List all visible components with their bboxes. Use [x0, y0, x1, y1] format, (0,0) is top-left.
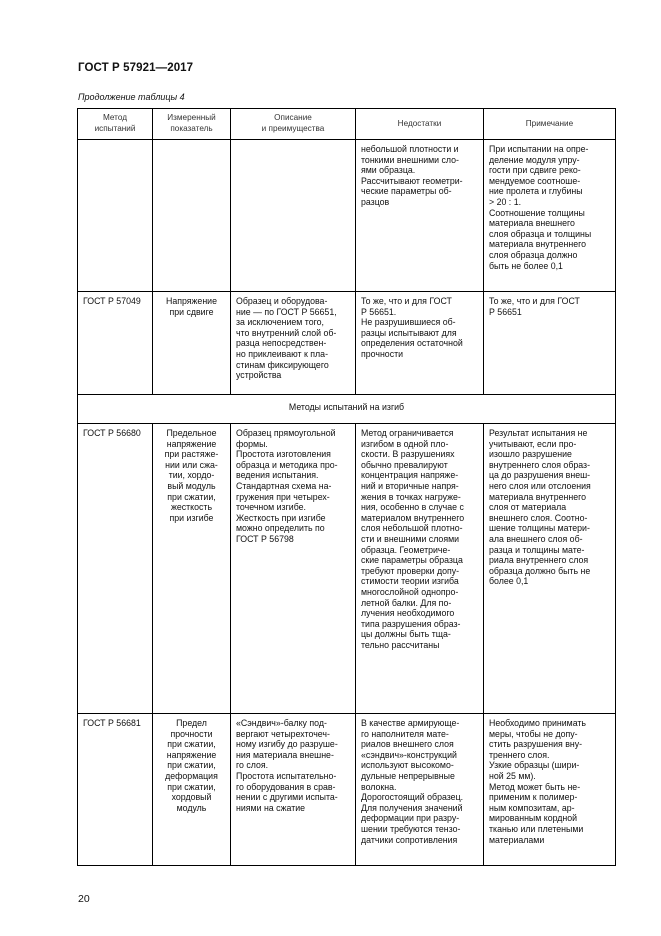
text-line: риала внутреннего слоя: [489, 555, 589, 566]
text-line: Дорогостоящий образец.: [361, 792, 464, 803]
text-line: ца до разрушения внеш-: [489, 470, 591, 481]
text-line: и преимущества: [261, 124, 325, 133]
text-line: формы.: [236, 438, 268, 449]
text-line: материала внешнего: [489, 218, 575, 229]
text-line: го слоя.: [236, 760, 269, 771]
text-line: устройства: [236, 370, 282, 381]
text-line: При испытании на опре-: [489, 144, 589, 154]
text-line: многослойной однопро-: [361, 586, 459, 597]
text-line: него слоя или отслоения: [489, 480, 591, 491]
text-line: показатель: [170, 124, 213, 133]
text-line: Образец прямоугольной: [236, 428, 336, 438]
text-line: Результат испытания не: [489, 428, 588, 438]
text-line: мендуемое соотноше-: [489, 175, 581, 186]
text-line: Р 56651.: [361, 306, 397, 317]
text-line: быть не более 0,1: [489, 260, 563, 271]
methods-table: [77, 108, 616, 866]
text-line: напряжение: [166, 438, 217, 449]
text-line: материалами: [489, 834, 545, 845]
text-line: типа разрушения образ-: [361, 618, 461, 629]
text-line: Недостатки: [397, 118, 442, 128]
text-line: используют высокомо-: [361, 760, 454, 771]
text-line: прочности: [361, 348, 404, 359]
text-line: требуют проверки допу-: [361, 565, 460, 576]
text-line: напряжение: [166, 749, 217, 760]
cell-method: ГОСТ Р 56681: [78, 714, 153, 866]
text-line: ным композитам, ар-: [489, 802, 575, 813]
text-line: Примечание: [525, 118, 574, 128]
text-line: треннего слоя.: [489, 749, 550, 760]
text-line: Рассчитывают геометри-: [361, 175, 463, 186]
text-line: сти и внешними слоями: [361, 533, 460, 544]
text-line: ния, особенно в случае с: [361, 502, 464, 513]
text-line: но приклеивают к пла-: [236, 348, 329, 359]
column-header-disadvantages: [356, 109, 484, 140]
text-line: ному изгибу до разруше-: [236, 739, 338, 750]
text-line: небольшой плотности и: [361, 144, 459, 154]
cell-disadvantages: [356, 140, 484, 292]
cell-note: [484, 424, 616, 714]
text-line: «сэндвич»-конструкций: [361, 749, 457, 760]
cell-method: [78, 140, 153, 292]
text-line: разца непосредствен-: [236, 338, 327, 349]
text-line: Стандартная схема на-: [236, 480, 332, 491]
text-line: То же, что и для ГОСТ: [361, 296, 452, 306]
text-line: нии или сжа-: [165, 459, 218, 470]
text-line: изгибом в одной пло-: [361, 438, 449, 449]
text-line: испытаний: [94, 124, 136, 133]
text-line: разца и толщины мате-: [489, 544, 585, 555]
text-line: образца. Геометриче-: [361, 544, 451, 555]
text-line: стить разрушения вну-: [489, 739, 583, 750]
text-line: что внутренний слой об-: [236, 327, 337, 338]
text-line: шении требуются тензо-: [361, 823, 461, 834]
text-line: внешнего слоя. Соотно-: [489, 512, 588, 523]
text-line: вергают четырехточеч-: [236, 728, 330, 739]
text-line: гружения при четырех-: [236, 491, 330, 502]
text-line: деление модуля упру-: [489, 154, 580, 165]
text-line: образца и методика про-: [236, 459, 338, 470]
cell-description: [231, 140, 356, 292]
text-line: шение толщины матери-: [489, 523, 590, 534]
text-line: тканью или плетеными: [489, 823, 584, 834]
text-line: слоя образца должно: [489, 249, 578, 260]
text-line: > 20 : 1.: [489, 196, 522, 207]
text-line: модуль: [176, 802, 207, 813]
text-line: Измеренный: [167, 113, 216, 123]
cell-note: [484, 140, 616, 292]
text-line: слоя от материала: [489, 502, 567, 513]
column-header-measure: [153, 109, 231, 140]
text-line: точечном изгибе.: [236, 502, 306, 513]
text-line: применим к полимер-: [489, 792, 578, 803]
text-line: Напряжение: [165, 296, 217, 306]
text-line: Необходимо принимать: [489, 718, 587, 728]
text-line: разцы испытывают для: [361, 327, 457, 338]
table-row: [78, 292, 616, 395]
text-line: образца должно быть не: [489, 565, 591, 576]
text-line: тии, хордо-: [168, 470, 215, 481]
text-line: Метод: [102, 113, 127, 123]
cell-disadvantages: [356, 292, 484, 395]
text-line: учитывают, если про-: [489, 438, 577, 449]
text-line: при сжатии,: [167, 491, 216, 502]
cell-method: ГОСТ Р 57049: [78, 292, 153, 395]
text-line: Метод может быть не-: [489, 781, 581, 792]
text-line: Простота изготовления: [236, 449, 331, 460]
text-line: прочности: [170, 728, 213, 739]
text-line: ГОСТ Р 56798: [236, 533, 294, 544]
text-line: изошло разрушение: [489, 449, 572, 460]
table-header-row: [78, 109, 616, 140]
text-line: гости при сдвиге реко-: [489, 165, 581, 176]
column-header-method: [78, 109, 153, 140]
text-line: Для получения значений: [361, 802, 463, 813]
text-line: скости. В разрушениях: [361, 449, 455, 460]
section-title: Методы испытаний на изгиб: [78, 395, 616, 424]
text-line: тонкими внешними сло-: [361, 154, 459, 165]
text-line: ские параметры образца: [361, 555, 463, 566]
cell-description: [231, 424, 356, 714]
text-line: жения в точках нагруже-: [361, 491, 461, 502]
text-line: ний и вторичные напря-: [361, 480, 459, 491]
section-row: [78, 395, 616, 424]
text-line: стимости теории изгиба: [361, 576, 459, 587]
cell-description: [231, 292, 356, 395]
text-line: концентрация напряже-: [361, 470, 459, 481]
text-line: То же, что и для ГОСТ: [489, 296, 580, 306]
text-line: лучения необходимого: [361, 608, 455, 619]
text-line: при сжатии,: [167, 739, 216, 750]
text-line: слоя образца и толщины: [489, 228, 592, 239]
text-line: ние — по ГОСТ Р 56651,: [236, 306, 337, 317]
text-line: го оборудования в срав-: [236, 781, 336, 792]
text-line: меры, чтобы не допу-: [489, 728, 578, 739]
cell-description: [231, 714, 356, 866]
text-line: при сдвиге: [169, 306, 214, 317]
text-line: Соотношение толщины: [489, 207, 585, 218]
text-line: ведения испытания.: [236, 470, 319, 481]
text-line: разцов: [361, 196, 390, 207]
text-line: Предельное: [166, 428, 217, 438]
cell-method: ГОСТ Р 56680: [78, 424, 153, 714]
cell-measure: [153, 292, 231, 395]
text-line: ние пролета и глубины: [489, 186, 583, 197]
text-line: «Сэндвич»-балку под-: [236, 718, 327, 728]
text-line: более 0,1: [489, 576, 529, 587]
text-line: можно определить по: [236, 523, 325, 534]
text-line: Метод ограничивается: [361, 428, 454, 438]
text-line: нении с другими испыта-: [236, 792, 338, 803]
table-caption: Продолжение таблицы 4: [78, 92, 185, 102]
text-line: при растяже-: [164, 449, 219, 460]
text-line: В качестве армирующе-: [361, 718, 460, 728]
text-line: Жесткость при изгибе: [236, 512, 326, 523]
text-line: Простота испытательно-: [236, 770, 337, 781]
column-header-note: [484, 109, 616, 140]
text-line: ниями на сжатие: [236, 802, 306, 813]
text-line: ала внешнего слоя об-: [489, 533, 583, 544]
text-line: ческие параметры об-: [361, 186, 452, 197]
cell-measure: [153, 424, 231, 714]
cell-measure: [153, 714, 231, 866]
text-line: риалов внешнего слоя: [361, 739, 454, 750]
text-line: определения остаточной: [361, 338, 463, 349]
text-line: волокна.: [361, 781, 397, 792]
text-line: ями образца.: [361, 165, 416, 176]
text-line: материала внутреннего: [489, 491, 586, 502]
text-line: слоя небольшой плотно-: [361, 523, 463, 534]
text-line: ния материала внешне-: [236, 749, 334, 760]
table-row: [78, 424, 616, 714]
text-line: ной 25 мм).: [489, 770, 536, 781]
text-line: материала внутреннего: [489, 239, 586, 250]
text-line: деформация: [165, 770, 218, 781]
text-line: жесткость: [170, 502, 213, 513]
cell-disadvantages: [356, 424, 484, 714]
text-line: хордовый: [171, 792, 212, 803]
text-line: дульные непрерывные: [361, 770, 455, 781]
text-line: Предел: [176, 718, 207, 728]
cell-note: [484, 714, 616, 866]
text-line: летной балки. Для по-: [361, 597, 452, 608]
text-line: датчики сопротивления: [361, 834, 458, 845]
text-line: Не разрушившиеся об-: [361, 317, 456, 328]
text-line: мированным кордной: [489, 813, 578, 824]
cell-disadvantages: [356, 714, 484, 866]
text-line: стинам фиксирующего: [236, 359, 329, 370]
cell-measure: [153, 140, 231, 292]
text-line: при изгибе: [169, 512, 214, 523]
text-line: Р 56651: [489, 306, 522, 317]
text-line: Образец и оборудова-: [236, 296, 328, 306]
text-line: Узкие образцы (шири-: [489, 760, 580, 771]
text-line: обычно превалируют: [361, 459, 448, 470]
text-line: материалом внутреннего: [361, 512, 465, 523]
text-line: Описание: [274, 113, 312, 123]
text-line: внутреннего слоя образ-: [489, 459, 591, 470]
text-line: деформации при разру-: [361, 813, 460, 824]
page-number: 20: [78, 893, 90, 905]
text-line: за исключением того,: [236, 317, 324, 328]
document-header: ГОСТ Р 57921—2017: [78, 62, 194, 74]
text-line: вый модуль: [167, 480, 216, 491]
table-row: [78, 140, 616, 292]
text-line: при сжатии,: [167, 760, 216, 771]
cell-note: [484, 292, 616, 395]
text-line: при сжатии,: [167, 781, 216, 792]
text-line: тельно рассчитаны: [361, 639, 440, 650]
column-header-description: [231, 109, 356, 140]
text-line: цы должны быть тща-: [361, 629, 451, 640]
table-row: [78, 714, 616, 866]
text-line: го наполнителя мате-: [361, 728, 449, 739]
